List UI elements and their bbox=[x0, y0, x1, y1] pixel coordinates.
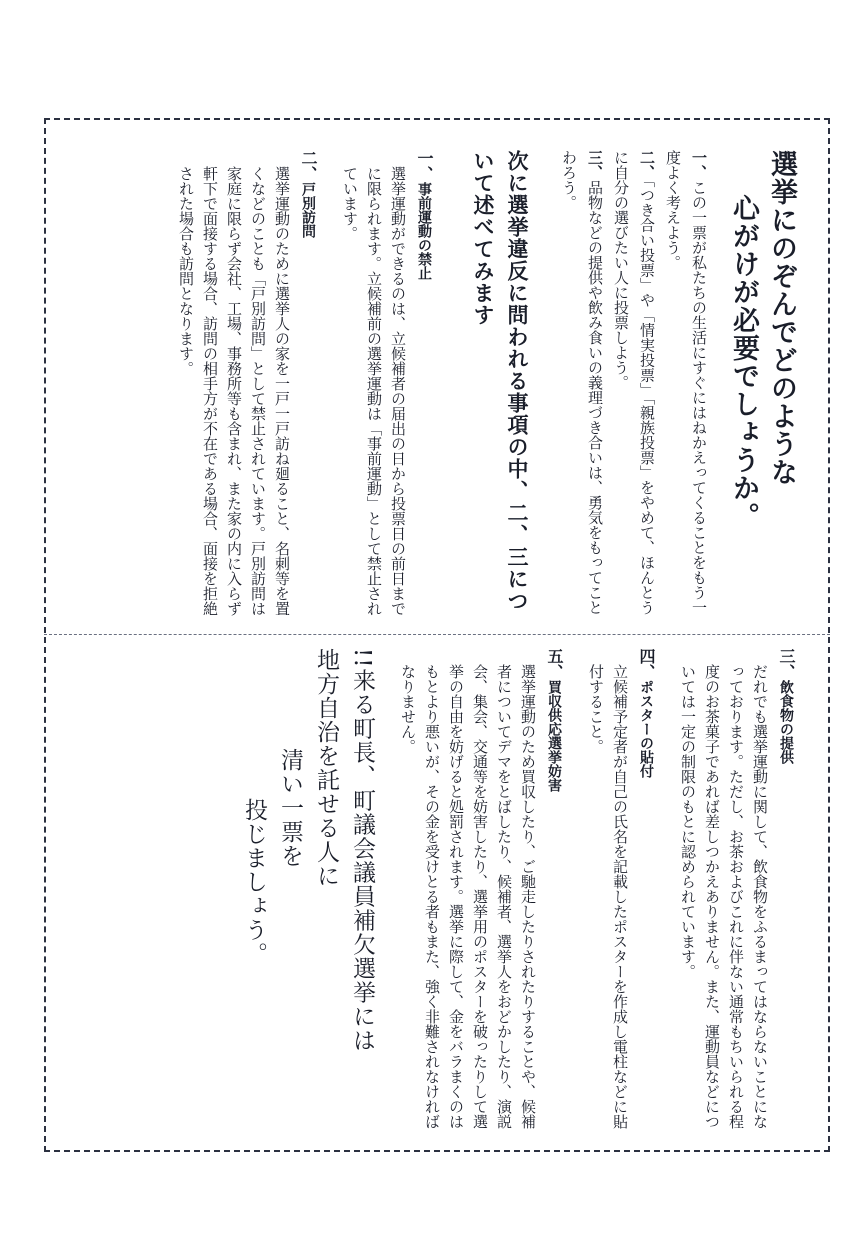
title-line-1: 選挙にのぞんでどのような bbox=[766, 150, 797, 486]
closing-line-2: 地方自治を託せる人に bbox=[313, 648, 339, 888]
bottom-panel bbox=[70, 648, 800, 1138]
closing-line-3: 清い一票を bbox=[277, 748, 303, 868]
intro-list bbox=[556, 150, 712, 625]
section-door-to-door bbox=[174, 150, 322, 625]
page-title bbox=[724, 150, 800, 625]
section-heading: 二、戸別訪問 bbox=[299, 150, 318, 238]
section-poster bbox=[584, 648, 660, 1138]
title-line-2: 心がけが必要でしょうか。 bbox=[728, 194, 759, 530]
section-body: 立候補予定者が自己の氏名を記載したポスターを作成し電柱などに貼付すること。 bbox=[587, 664, 629, 1129]
list-item: 三、品物などの提供や飲み食いの義理づき合いは、勇気をもってことわろう。 bbox=[560, 150, 604, 615]
section-heading: 四、ポスターの貼付 bbox=[637, 648, 656, 778]
section-body: 選挙運動ができるのは、立候補者の届出の日から投票日の前日までに限られます。立候補前の選挙運動は「事前運動」として禁止されています。 bbox=[341, 166, 407, 616]
section-food-drink bbox=[676, 648, 800, 1138]
section-body: 選挙運動のため買収したり、ご馳走したりされたりすることや、候補者についてデマをとばしたり、候補者、選挙人をおどかしたり、演説会、集会、交通等を妨害したり、選挙用のポスターを破ったりして選挙の自由を妨げると処罰されます。選挙に際して、金をバラまくのはもとより悪いが、その金を受けとる者もまた、強く非難されなければなりません。 bbox=[399, 664, 537, 1129]
list-item: 二、「つき合い投票」や「情実投票」「親族投票」をやめて、ほんとうに自分の選びたい人に投票しよう。 bbox=[612, 150, 656, 615]
section-heading: 一、事前運動の禁止 bbox=[415, 150, 434, 280]
section-body: だれでも選挙運動に関して、飲食物をふるまってはならないことになっております。ただし、お茶およびこれに伴ない通常もちいられる程度のお茶菓子であれば差しつかえありません。また、運動員などについては一定の制限のもとに認められています。 bbox=[679, 664, 769, 1129]
section-heading: 五、買収供応選挙妨害 bbox=[545, 648, 564, 792]
list-item: 一、この一票が私たちの生活にすぐにはねかえってくることをもう一度よく考えよう。 bbox=[664, 150, 708, 615]
top-panel bbox=[70, 150, 800, 625]
section-heading: 三、飲食物の提供 bbox=[777, 648, 796, 764]
section-body: 選挙運動のために選挙人の家を一戸一戸訪ね廻ること、名刺等を置くなどのことも「戸別訪問」として禁止されています。戸別訪問は家庭に限らず会社、工場、事務所等も含まれ、また家の内に入らず軒下で面接する場合、訪問の相手方が不在である場合、面接を拒絶された場合も訪問となります。 bbox=[177, 166, 291, 616]
closing-message bbox=[236, 648, 380, 1138]
section-pre-campaign bbox=[338, 150, 438, 625]
subheading: 次に選挙違反に問われる事項の中、二、三について述べてみます bbox=[471, 150, 530, 612]
closing-line-4: 投じましょう。 bbox=[241, 798, 267, 966]
fold-line bbox=[44, 634, 830, 635]
section-bribery bbox=[396, 648, 568, 1138]
closing-line-1: !!来る町長、町議会議員補欠選挙には bbox=[349, 648, 375, 1053]
